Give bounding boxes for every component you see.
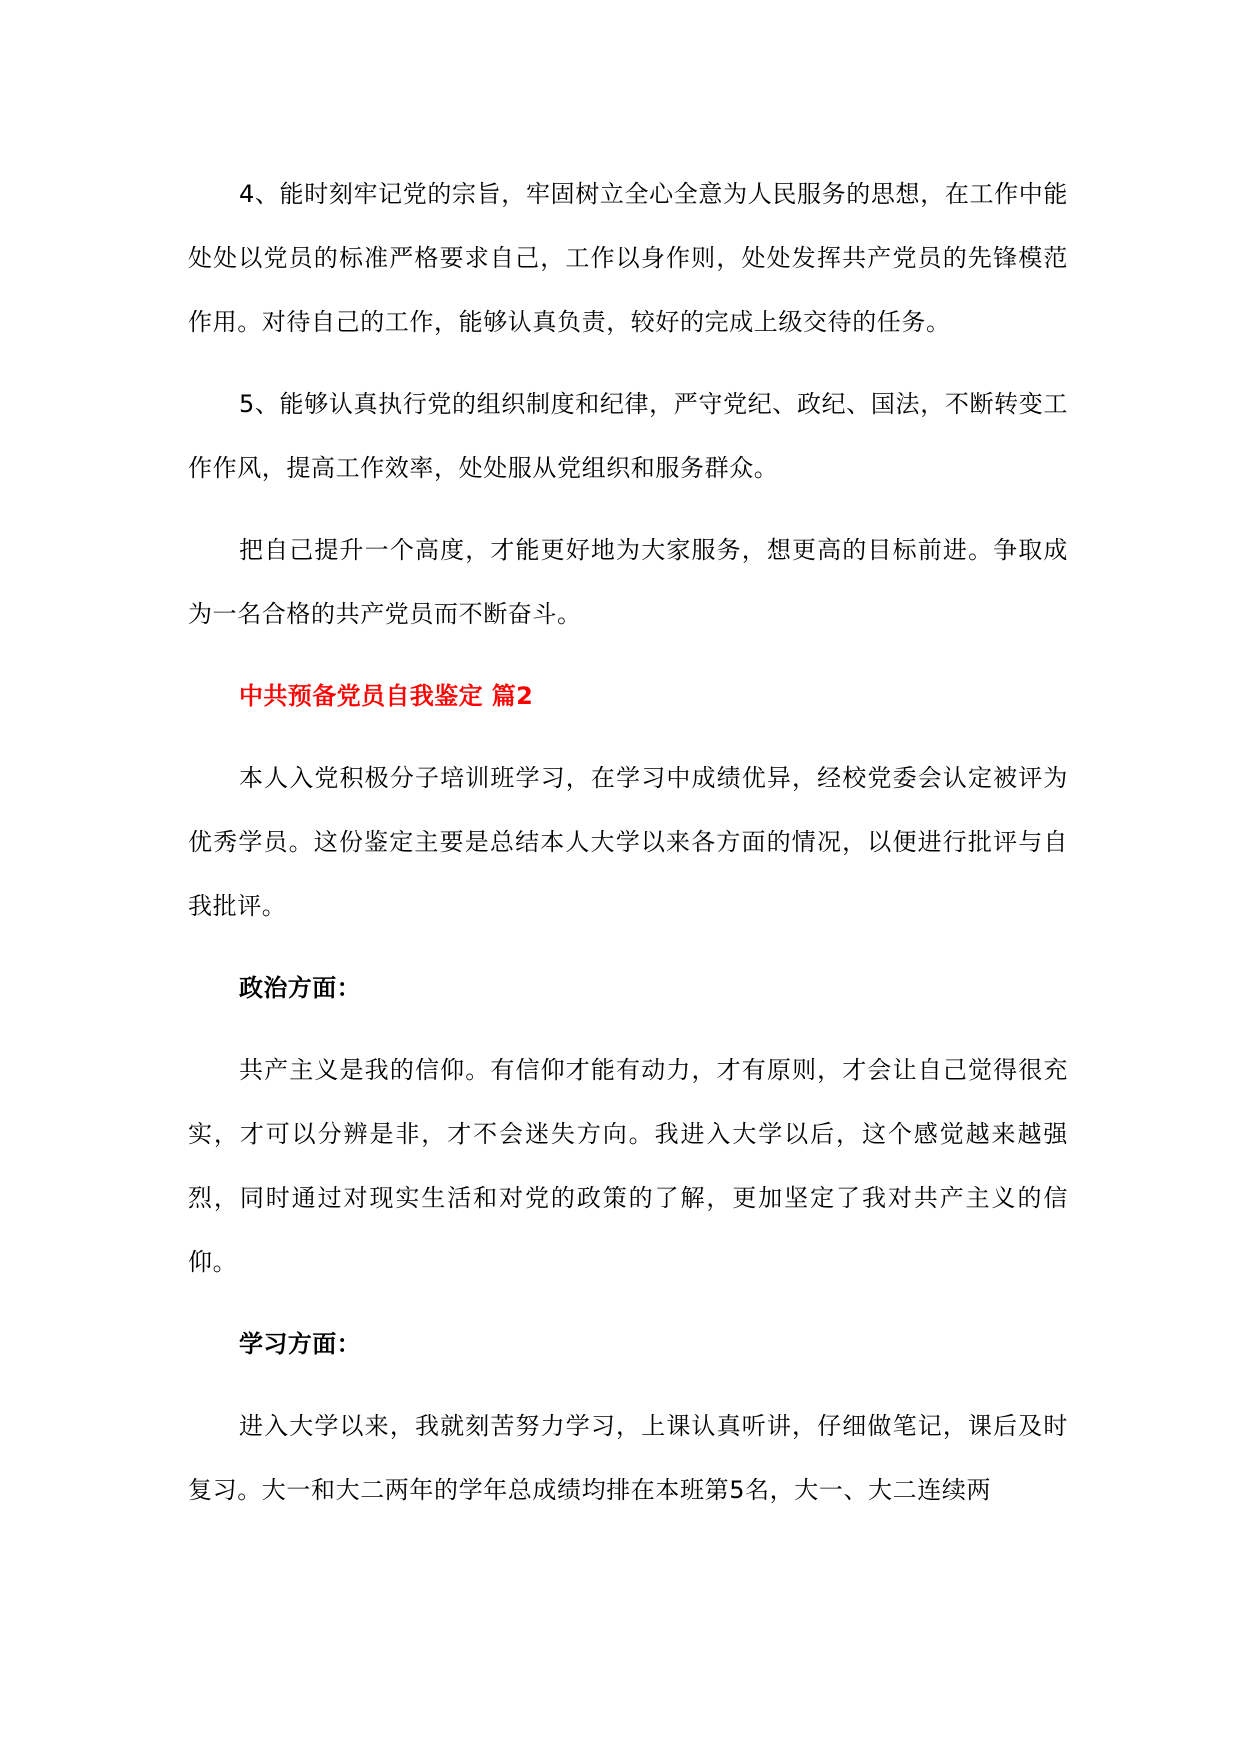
document-body	[188, 162, 1068, 1522]
section-title: 中共预备党员自我鉴定 篇2	[239, 682, 534, 710]
politics-heading: 政治方面：	[239, 974, 361, 1002]
paragraph-item-4: 4、能时刻牢记党的宗旨，牢固树立全心全意为人民服务的思想，在工作中能处处以党员的标准严格要求自己，工作以身作则，处处发挥共产党员的先锋模范作用。对待自己的工作，能够认真负责，较好的完成上级交待的任务。	[188, 180, 1068, 336]
politics-paragraph: 共产主义是我的信仰。有信仰才能有动力，才有原则，才会让自己觉得很充实，才可以分辨是非，才不会迷失方向。我进入大学以后，这个感觉越来越强烈，同时通过对现实生活和对党的政策的了解，更加坚定了我对共产主义的信仰。	[188, 1056, 1068, 1276]
study-heading: 学习方面：	[239, 1330, 361, 1358]
paragraph-item-5: 5、能够认真执行党的组织制度和纪律，严守党纪、政纪、国法，不断转变工作作风，提高工作效率，处处服从党组织和服务群众。	[188, 390, 1068, 482]
study-paragraph: 进入大学以来，我就刻苦努力学习，上课认真听讲，仔细做笔记，课后及时复习。大一和大二两年的学年总成绩均排在本班第5名，大一、大二连续两	[188, 1412, 1068, 1504]
paragraph-closing: 把自己提升一个高度，才能更好地为大家服务，想更高的目标前进。争取成为一名合格的共产党员而不断奋斗。	[188, 536, 1068, 628]
intro-paragraph: 本人入党积极分子培训班学习，在学习中成绩优异，经校党委会认定被评为优秀学员。这份鉴定主要是总结本人大学以来各方面的情况，以便进行批评与自我批评。	[188, 764, 1068, 920]
